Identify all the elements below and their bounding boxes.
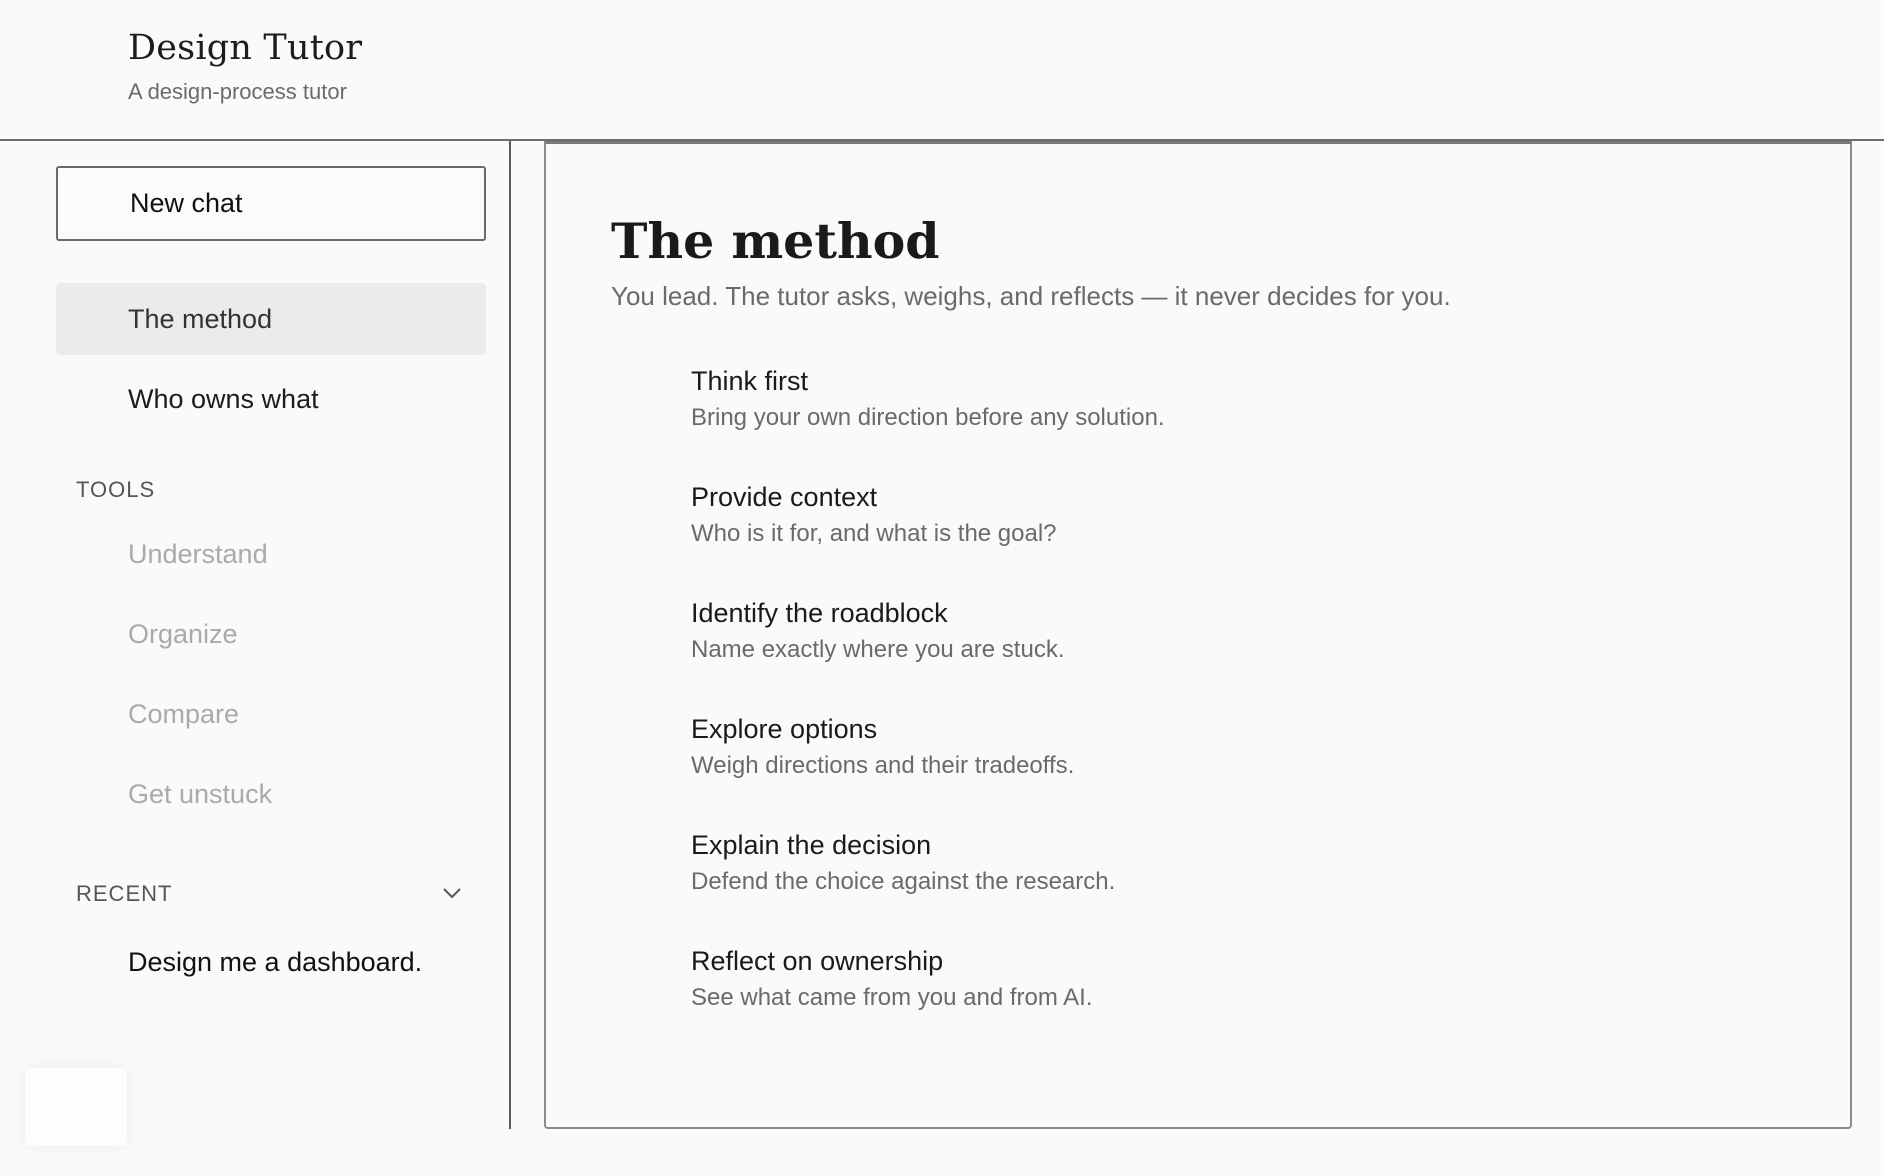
- recent-section-label: RECENT: [76, 881, 173, 906]
- tool-get-unstuck[interactable]: Get unstuck: [128, 779, 273, 809]
- method-step: [691, 714, 1791, 830]
- step-title: Think first: [691, 366, 809, 396]
- sidebar-item-the-method[interactable]: The method: [56, 283, 486, 355]
- step-description: Name exactly where you are stuck.: [691, 636, 1065, 663]
- sidebar-item-who-owns-what[interactable]: Who owns what: [128, 384, 319, 414]
- method-step: [691, 366, 1791, 482]
- app-header: [0, 0, 1884, 141]
- sidebar: [0, 141, 511, 1129]
- step-description: Defend the choice against the research.: [691, 868, 1116, 895]
- step-title: Explore options: [691, 714, 878, 744]
- method-step: [691, 946, 1791, 1062]
- brand-title: Design Tutor: [128, 28, 363, 68]
- method-step: [691, 830, 1791, 946]
- step-description: See what came from you and from AI.: [691, 984, 1093, 1011]
- method-card: [544, 141, 1852, 1129]
- floating-panel: [25, 1068, 127, 1146]
- tools-section-label: TOOLS: [76, 477, 156, 502]
- step-title: Identify the roadblock: [691, 598, 948, 628]
- new-chat-button[interactable]: New chat: [56, 166, 486, 241]
- recent-chat-item[interactable]: Design me a dashboard.: [128, 947, 423, 977]
- step-title: Explain the decision: [691, 830, 932, 860]
- method-steps-list: [691, 366, 1791, 1062]
- brand-subtitle: A design-process tutor: [128, 79, 347, 104]
- chevron-down-icon[interactable]: [440, 881, 464, 905]
- tool-organize[interactable]: Organize: [128, 619, 238, 649]
- step-title: Provide context: [691, 482, 878, 512]
- method-step: [691, 482, 1791, 598]
- method-step: [691, 598, 1791, 714]
- page-subtitle: You lead. The tutor asks, weighs, and reflects — it never decides for you.: [611, 281, 1451, 311]
- tool-understand[interactable]: Understand: [128, 539, 268, 569]
- step-description: Bring your own direction before any solution.: [691, 404, 1165, 431]
- step-title: Reflect on ownership: [691, 946, 944, 976]
- step-description: Who is it for, and what is the goal?: [691, 520, 1057, 547]
- page-title: The method: [611, 212, 940, 270]
- tool-compare[interactable]: Compare: [128, 699, 240, 729]
- step-description: Weigh directions and their tradeoffs.: [691, 752, 1075, 779]
